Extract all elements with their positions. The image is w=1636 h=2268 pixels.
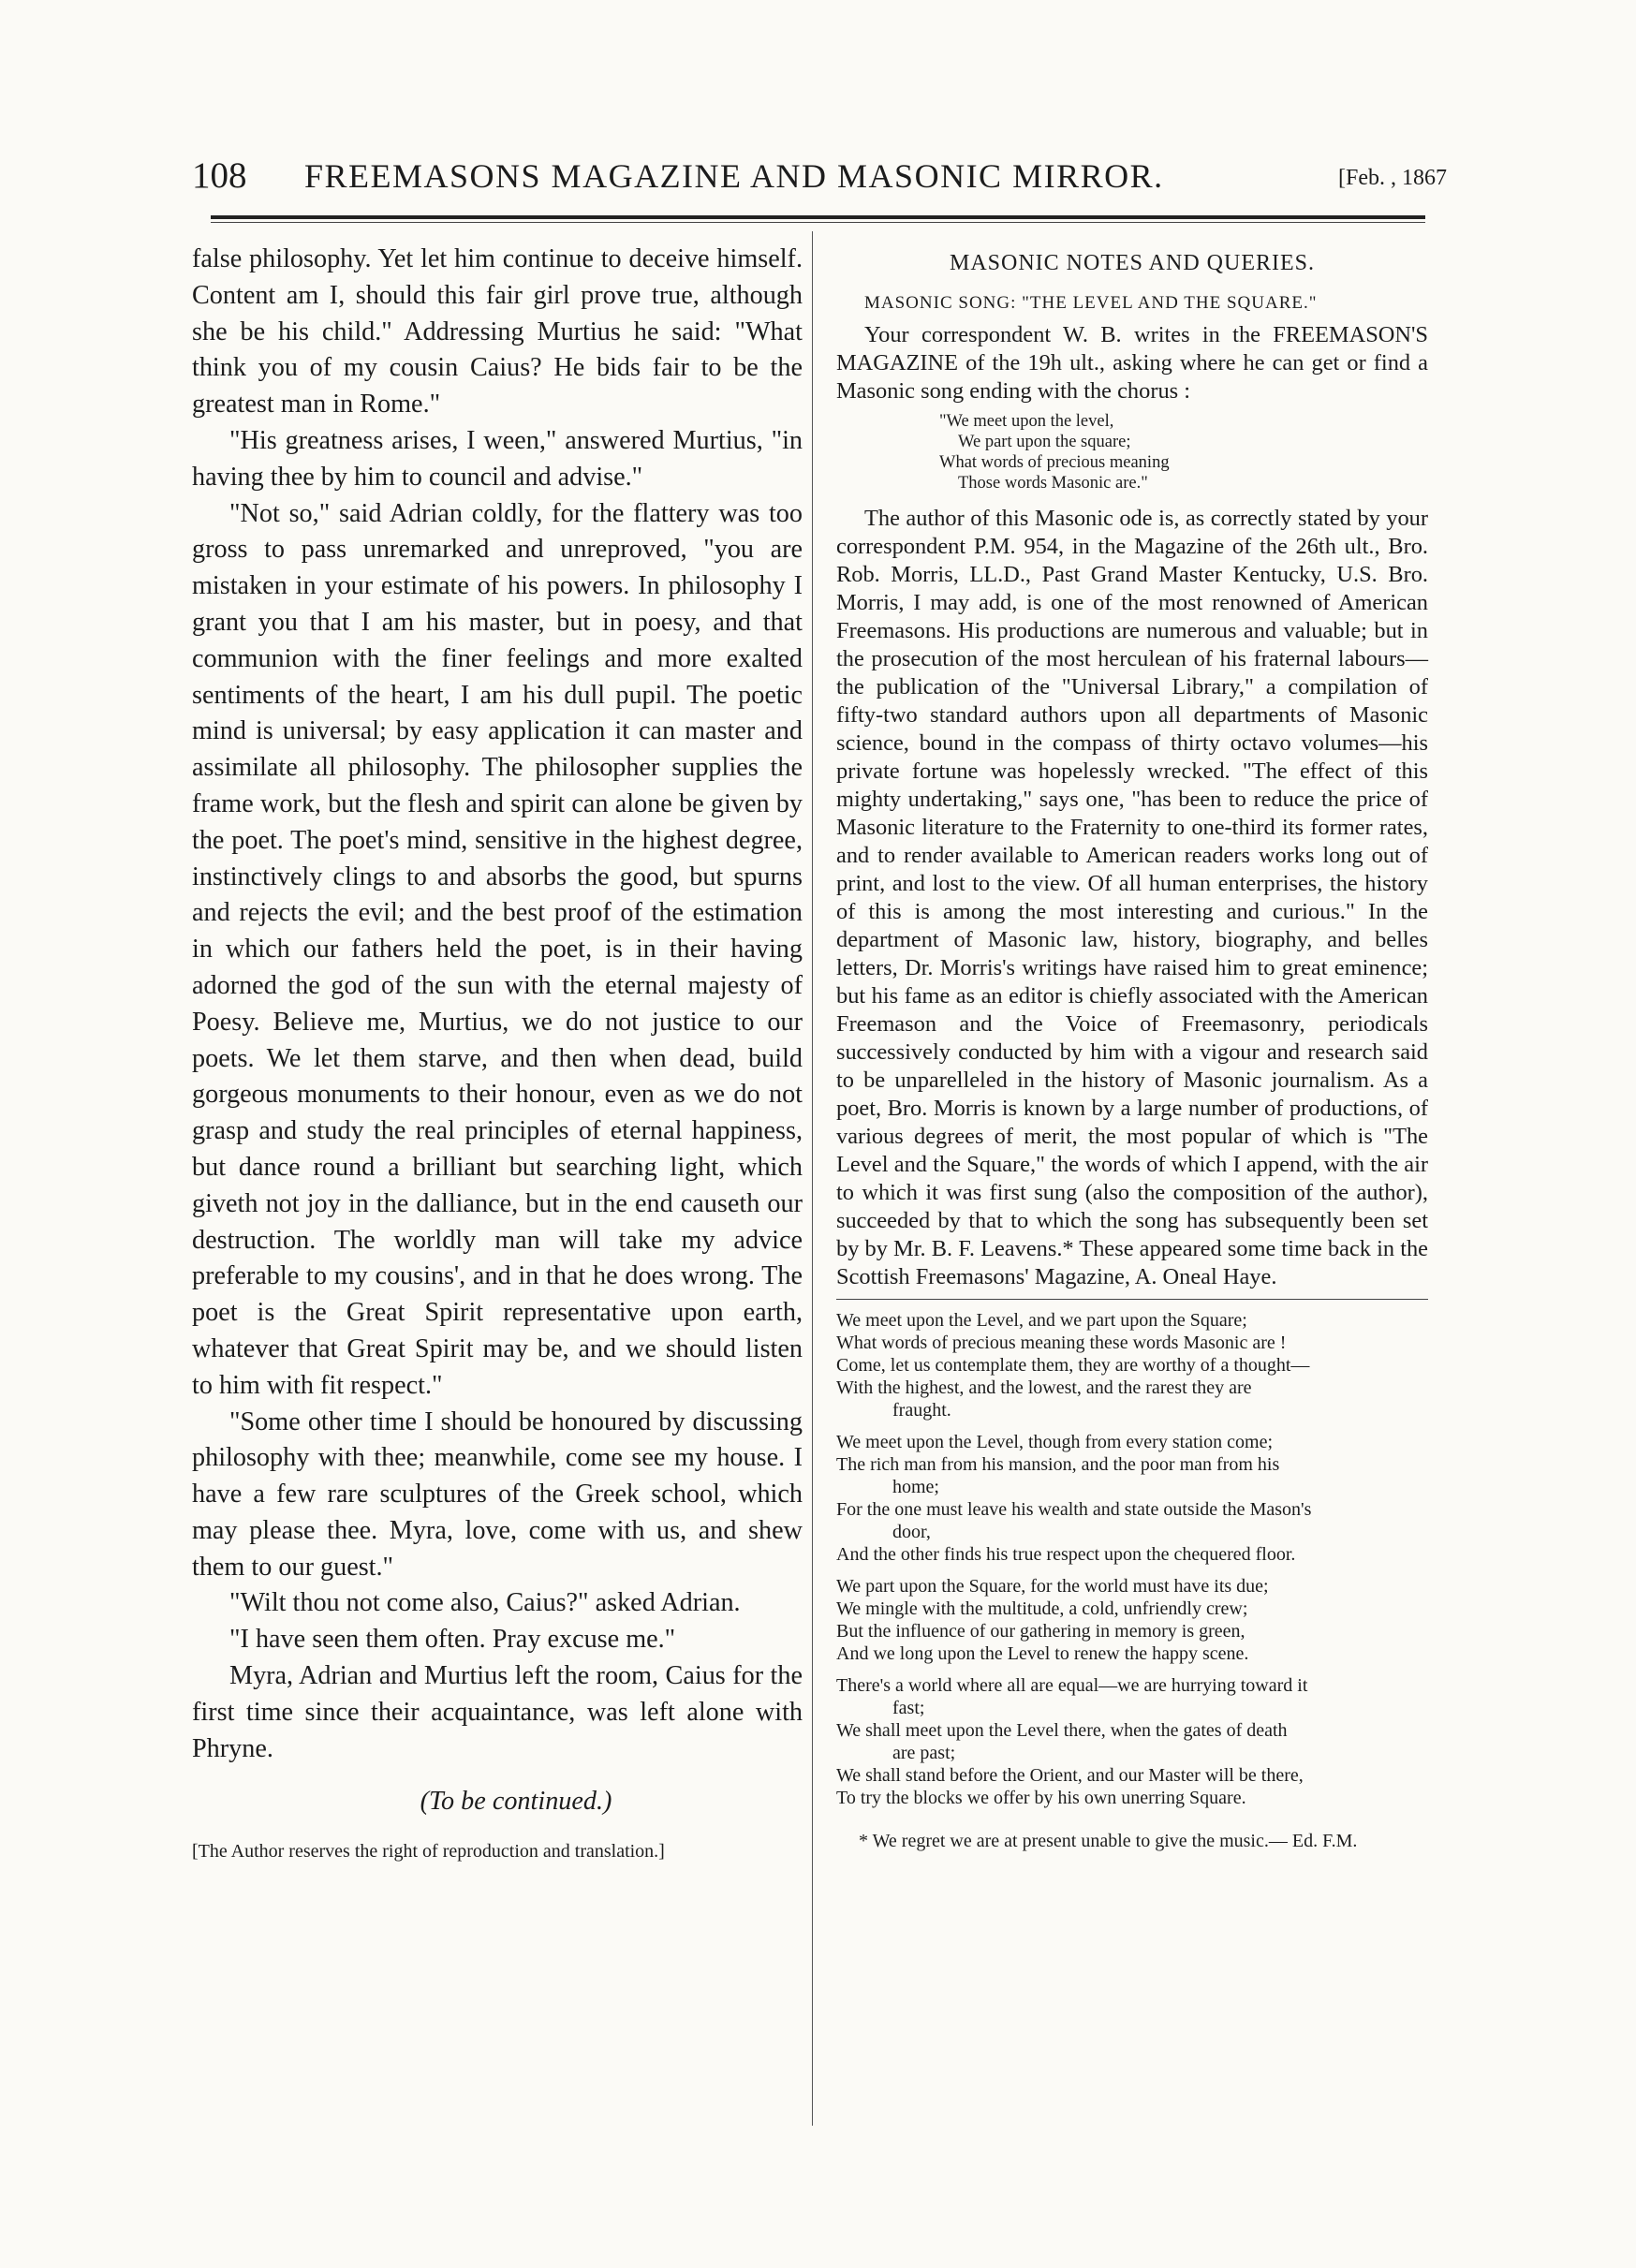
poem-stanza bbox=[836, 1309, 1428, 1421]
poem-line: We part upon the Square, for the world must have its due; bbox=[836, 1576, 1269, 1597]
article-subtitle: MASONIC SONG: "THE LEVEL AND THE SQUARE." bbox=[864, 293, 1318, 313]
chorus-line: Those words Masonic are." bbox=[958, 474, 1148, 493]
rights-notice: [The Author reserves the right of reproduction and translation.] bbox=[192, 1841, 665, 1863]
page-header bbox=[192, 155, 1447, 209]
left-column bbox=[192, 242, 803, 1863]
intro-paragraph: Your correspondent W. B. writes in the FREEMASON'S MAGAZINE of the 19h ult., asking where he can get or find a Masonic song ending with the chorus : bbox=[836, 322, 1428, 404]
story-paragraph: false philosophy. Yet let him continue to deceive himself. Content am I, should this fair girl prove true, although she be his child." Addressing Murtius he said: "What think you of my cousin Caius? He bids fair to be the greatest man in Rome." bbox=[192, 244, 803, 420]
poem-rule bbox=[836, 1299, 1428, 1300]
chorus-quote bbox=[939, 411, 1428, 493]
poem-stanza bbox=[836, 1575, 1428, 1665]
to-be-continued: (To be continued.) bbox=[420, 1787, 612, 1817]
chorus-line: "We meet upon the level, bbox=[939, 412, 1114, 431]
poem-line: What words of precious meaning these words Masonic are ! bbox=[836, 1333, 1287, 1353]
poem bbox=[836, 1309, 1428, 1809]
poem-line: We meet upon the Level, though from every station come; bbox=[836, 1432, 1274, 1452]
poem-line: fraught. bbox=[892, 1400, 951, 1421]
chorus-line: We part upon the square; bbox=[958, 433, 1131, 451]
poem-line: are past; bbox=[892, 1743, 956, 1763]
issue-date: [Feb. , 1867 bbox=[1338, 166, 1447, 190]
poem-stanza bbox=[836, 1674, 1428, 1809]
section-title: MASONIC NOTES AND QUERIES. bbox=[949, 251, 1316, 275]
poem-line: We shall meet upon the Level there, when the gates of death bbox=[836, 1720, 1288, 1741]
story-paragraph: "I have seen them often. Pray excuse me." bbox=[229, 1625, 676, 1655]
right-column bbox=[836, 242, 1428, 1853]
body-paragraph: The author of this Masonic ode is, as correctly stated by your correspondent P.M. 954, in the Magazine of the 26th ult., Bro. Rob. Morris, LL.D., Past Grand Master Kentucky, U.S. Bro. Morris, I may add, is one of the most renowned of American Freemasons. His productions are numerous and valuable; but in the prosecution of the most herculean of his fraternal labours—the publication of the "Universal Library," a compilation of fifty-two standard authors upon all departments of Masonic science, bound in the compass of thirty octavo volumes—his private fortune was hopelessly wrecked. "The effect of this mighty undertaking," says one, "has been to reduce the price of Masonic literature to the Fraternity to one-third its former rates, and to render available to American readers works long out of print, and lost to the view. Of all human enterprises, the history of this is among the most interesting and curious." In the department of Masonic law, history, biography, and belles letters, Dr. Morris's writings have raised him to great eminence; but his fame as an editor is chiefly associated with the American Freemason and the Voice of Freemasonry, periodicals successively conducted by him with a vigour and research said to be unparelleled in the history of Masonic journalism. As a poet, Bro. Morris is known by a large number of productions, of various degrees of merit, the most popular of which is "The Level and the Square," the words of which I append, with the air to which it was first sung (also the composition of the author), succeeded by that to which the song has subsequently been set by by Mr. B. F. Leavens.* These appeared some time back in the Scottish Freemasons' Magazine, A. Oneal Haye. bbox=[836, 506, 1428, 1289]
poem-line: To try the blocks we offer by his own unerring Square. bbox=[836, 1788, 1246, 1808]
poem-line: We shall stand before the Orient, and our Master will be there, bbox=[836, 1765, 1304, 1786]
poem-line: home; bbox=[892, 1477, 939, 1497]
poem-line: There's a world where all are equal—we are hurrying toward it bbox=[836, 1675, 1308, 1696]
poem-line: And we long upon the Level to renew the happy scene. bbox=[836, 1643, 1249, 1664]
poem-line: And the other finds his true respect upon the chequered floor. bbox=[836, 1544, 1296, 1565]
story-paragraph: "Some other time I should be honoured by discussing philosophy with thee; meanwhile, come see my house. I have a few rare sculptures of the Greek school, which may please thee. Myra, love, come with us, and shew them to our guest." bbox=[192, 1406, 803, 1582]
header-rule bbox=[211, 215, 1425, 219]
story-paragraph: Myra, Adrian and Murtius left the room, Caius for the first time since their acquaintance, was left alone with Phryne. bbox=[192, 1661, 803, 1763]
poem-line: The rich man from his mansion, and the poor man from his bbox=[836, 1454, 1280, 1475]
header-rule-thin bbox=[211, 222, 1425, 223]
footnote: * We regret we are at present unable to give the music.— Ed. F.M. bbox=[859, 1831, 1358, 1851]
story-paragraph: "Not so," said Adrian coldly, for the flattery was too gross to pass unremarked and unreproved, "you are mistaken in your estimate of his powers. In philosophy I grant you that I am his master, but in poesy, and that communion with the finer feelings and more exalted sentiments of the heart, I am his dull pupil. The poetic mind is universal; by easy application it can master and assimilate all philosophy. The philosopher supplies the frame work, but the flesh and spirit can alone be given by the poet. The poet's mind, sensitive in the highest degree, instinctively clings to and absorbs the good, but spurns and rejects the evil; and the best proof of the estimation in which our fathers held the poet, is in their having adorned the god of the sun with the eternal majesty of Poesy. Believe me, Murtius, we do not justice to our poets. We let them starve, and then when dead, build gorgeous monuments to their honour, even as we do not grasp and study the real principles of eternal happiness, but dance round a brilliant but searching light, which giveth not joy in the dalliance, but in the end causeth our destruction. The worldly man will take my advice preferable to my cousins', and in that he does wrong. The poet is the Great Spirit representative upon earth, whatever that Great Spirit may be, and we should listen to him with fit respect." bbox=[192, 498, 803, 1400]
poem-line: door, bbox=[892, 1522, 931, 1542]
article-body bbox=[836, 505, 1428, 1291]
story-paragraph: "Wilt thou not come also, Caius?" asked Adrian. bbox=[229, 1588, 741, 1618]
poem-line: We meet upon the Level, and we part upon the Square; bbox=[836, 1310, 1247, 1331]
poem-stanza bbox=[836, 1431, 1428, 1566]
poem-line: We mingle with the multitude, a cold, unfriendly crew; bbox=[836, 1598, 1248, 1619]
poem-line: But the influence of our gathering in memory is green, bbox=[836, 1621, 1245, 1642]
masthead-title: FREEMASONS MAGAZINE AND MASONIC MIRROR. bbox=[304, 157, 1164, 195]
page-number: 108 bbox=[192, 155, 247, 196]
chorus-line: What words of precious meaning bbox=[939, 453, 1170, 472]
article-intro bbox=[836, 321, 1428, 405]
poem-line: With the highest, and the lowest, and the rarest they are bbox=[836, 1377, 1252, 1398]
poem-line: For the one must leave his wealth and state outside the Mason's bbox=[836, 1499, 1312, 1520]
column-divider bbox=[812, 231, 813, 2126]
story-paragraph: "His greatness arises, I ween," answered Murtius, "in having thee by him to council and advise." bbox=[192, 425, 803, 492]
poem-line: Come, let us contemplate them, they are worthy of a thought— bbox=[836, 1355, 1310, 1376]
poem-line: fast; bbox=[892, 1698, 925, 1718]
